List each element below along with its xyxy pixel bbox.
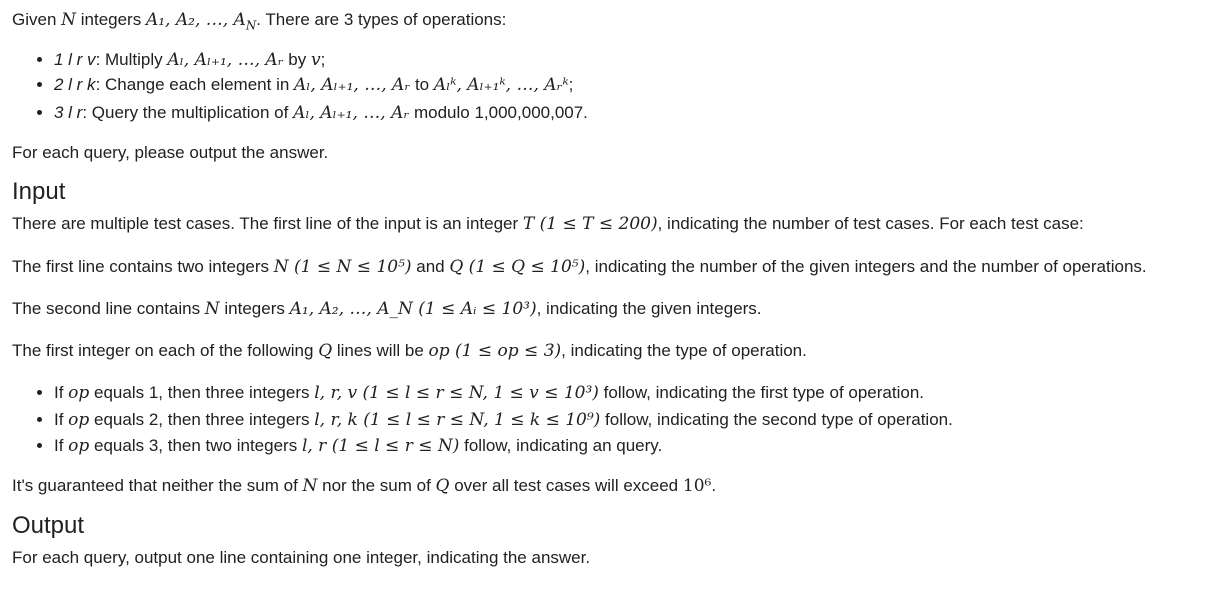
- text: There are multiple test cases. The first line of the input is an integer: [12, 214, 523, 234]
- math-op: op: [68, 409, 90, 430]
- text: , indicating the type of operation.: [561, 341, 807, 360]
- math-var: N: [204, 298, 220, 319]
- intro-text: . There are 3 types of operations:: [256, 10, 507, 29]
- list-item: [54, 102, 1199, 124]
- text: The second line contains: [12, 298, 205, 318]
- op-text: ;: [320, 50, 326, 70]
- op-text: to: [410, 74, 434, 94]
- intro-paragraph: [12, 9, 1199, 31]
- text: equals 1, then three integers: [89, 383, 315, 403]
- math-range: Aₗ, Aₗ₊₁, …, Aᵣ: [167, 50, 284, 71]
- op-prefix: 3 l r: [54, 102, 83, 122]
- list-item: [54, 435, 1199, 457]
- intro-text: integers: [76, 10, 146, 29]
- text: integers: [219, 298, 290, 318]
- text: If: [54, 435, 69, 455]
- text: equals 2, then three integers: [89, 409, 315, 429]
- math-sequence: A₁, A₂, …, A: [145, 10, 246, 30]
- intro-text: Given: [12, 10, 62, 29]
- text: follow, indicating the second type of operation.: [600, 409, 953, 429]
- math-var: v: [310, 50, 321, 71]
- math-constraint: T (1 ≤ T ≤ 200): [522, 214, 658, 235]
- math-range: Aₗ, Aₗ₊₁, …, Aᵣ: [293, 102, 410, 123]
- text: If: [54, 383, 69, 403]
- math-var: Q: [435, 476, 450, 496]
- math-n: N: [61, 10, 77, 30]
- math-var: N: [302, 476, 318, 496]
- text: , indicating the number of the given integers and the number of operations.: [585, 256, 1147, 276]
- op-prefix: 1 l r v: [54, 50, 96, 70]
- list-item: [54, 74, 1199, 96]
- text: If: [54, 409, 69, 429]
- cases-list: [12, 382, 1199, 457]
- text: over all test cases will exceed: [449, 476, 683, 495]
- text: .: [711, 476, 717, 495]
- math-bound: 10⁶: [682, 476, 712, 496]
- text: The first line contains two integers: [12, 256, 274, 276]
- input-paragraph-3: [12, 298, 1199, 320]
- text: and: [411, 256, 450, 276]
- list-item: [54, 49, 1199, 71]
- math-op: op: [68, 435, 90, 456]
- text: , indicating the given integers.: [536, 298, 762, 318]
- input-paragraph-2: [12, 256, 1199, 278]
- math-constraint: l, r, v (1 ≤ l ≤ r ≤ N, 1 ≤ v ≤ 10³): [314, 383, 599, 404]
- math-constraint: l, r, k (1 ≤ l ≤ r ≤ N, 1 ≤ k ≤ 10⁹): [314, 409, 601, 430]
- guarantee-paragraph: [12, 475, 1199, 497]
- input-heading: Input: [12, 178, 66, 206]
- list-item: [54, 409, 1199, 431]
- input-paragraph-1: [12, 213, 1199, 235]
- text: It's guaranteed that neither the sum of: [12, 476, 303, 495]
- op-prefix: 2 l r k: [54, 74, 96, 94]
- op-text: by: [283, 50, 311, 70]
- op-text: modulo 1,000,000,007.: [409, 102, 588, 122]
- math-range: Aₗ, Aₗ₊₁, …, Aᵣ: [294, 74, 411, 95]
- for-each-text: For each query, please output the answer.: [12, 143, 329, 162]
- op-text: ;: [568, 74, 574, 94]
- operations-list: [12, 49, 1199, 124]
- output-heading: Output: [12, 512, 85, 540]
- math-constraint: N (1 ≤ N ≤ 10⁵): [273, 256, 412, 277]
- math-constraint: l, r (1 ≤ l ≤ r ≤ N): [301, 435, 460, 456]
- text: lines will be: [332, 341, 429, 360]
- math-op: op: [68, 383, 90, 404]
- math-subscript: N: [245, 18, 257, 33]
- math-power: Aₗᵏ, Aₗ₊₁ᵏ, …, Aᵣᵏ: [433, 74, 569, 95]
- text: nor the sum of: [317, 476, 436, 495]
- math-constraint: op (1 ≤ op ≤ 3): [428, 341, 562, 361]
- op-text: : Multiply: [95, 50, 168, 70]
- text: follow, indicating the first type of operation.: [598, 383, 924, 403]
- math-var: Q: [318, 341, 333, 361]
- text: equals 3, then two integers: [89, 435, 302, 455]
- output-text: For each query, output one line containing one integer, indicating the answer.: [12, 548, 591, 568]
- math-constraint: Q (1 ≤ Q ≤ 10⁵): [449, 256, 586, 277]
- math-constraint: A₁, A₂, …, A_N (1 ≤ Aᵢ ≤ 10³): [289, 298, 537, 319]
- list-item: [54, 382, 1199, 404]
- text: follow, indicating an query.: [459, 435, 663, 455]
- op-text: : Query the multiplication of: [82, 102, 294, 122]
- text: , indicating the number of test cases. For each test case:: [657, 214, 1084, 234]
- input-paragraph-4: [12, 340, 1199, 362]
- text: The first integer on each of the following: [12, 341, 319, 360]
- op-text: : Change each element in: [95, 74, 295, 94]
